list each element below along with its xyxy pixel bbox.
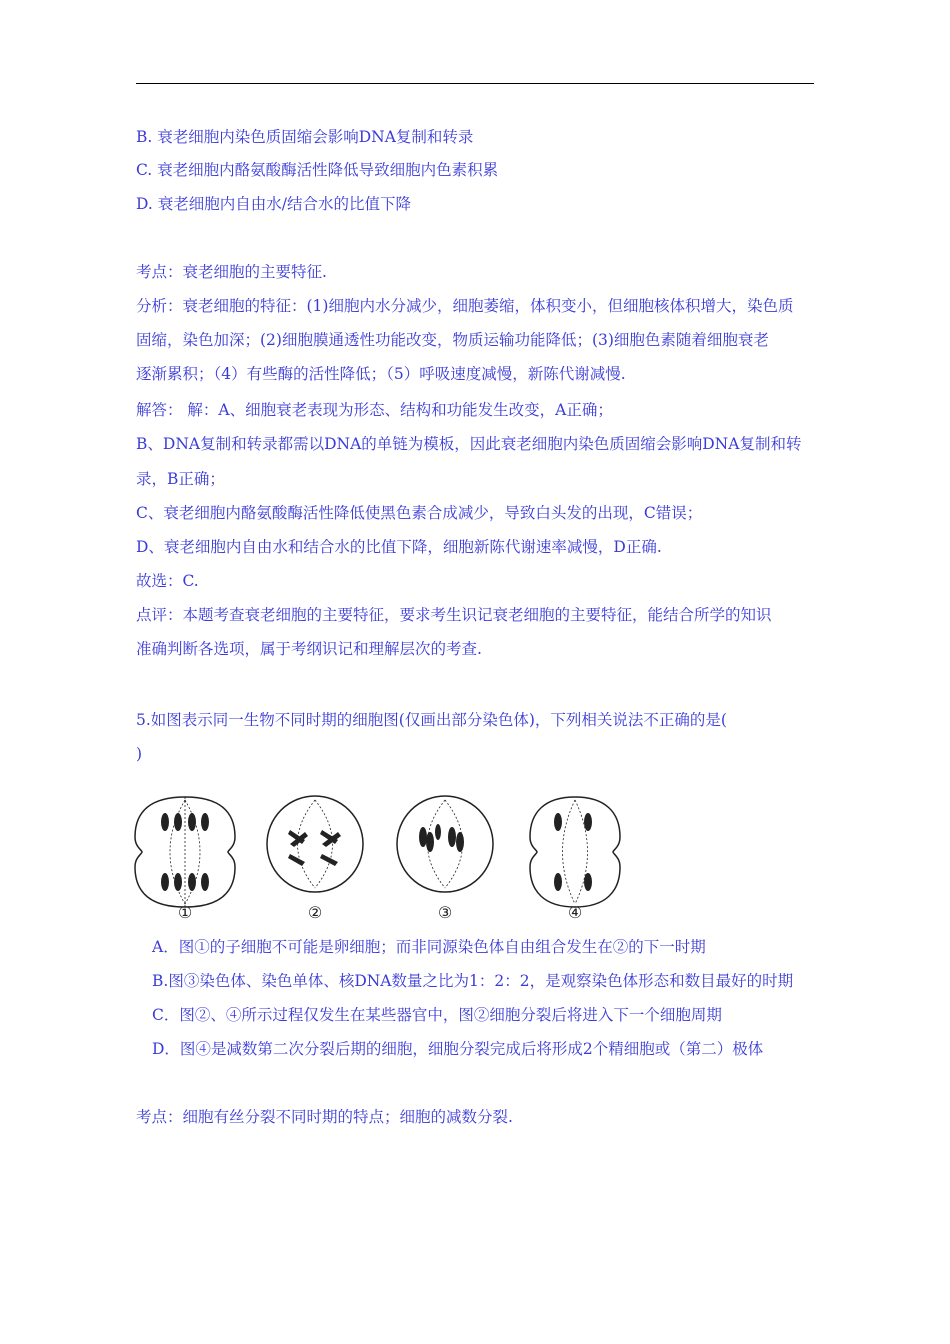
q4-dianping-line-1: 点评：本题考查衰老细胞的主要特征，要求考生识记衰老细胞的主要特征，能结合所学的知识 [136,606,772,624]
q4-kaodian: 考点：衰老细胞的主要特征. [136,263,327,281]
q4-dianping-line-2: 准确判断各选项，属于考纲识记和理解层次的考查. [136,640,482,658]
cell-division-figure [130,782,630,922]
cell-2-diagram [267,796,363,892]
q5-option-a: A．图①的子细胞不可能是卵细胞；而非同源染色体自由组合发生在②的下一时期 [152,938,706,956]
q4-fenxi-line-1: 分析：衰老细胞的特征：(1)细胞内水分减少，细胞萎缩，体积变小，但细胞核体积增大，染色质 [136,297,794,315]
q4-jieda-line-2: B、DNA复制和转录都需以DNA的单链为模板，因此衰老细胞内染色质固缩会影响DNA复制和转 [136,435,802,453]
q4-fenxi-line-2: 固缩，染色加深；(2)细胞膜通透性功能改变，物质运输功能降低；(3)细胞色素随着细胞衰老 [136,331,769,349]
q4-jieda-line-5: D、衰老细胞内自由水和结合水的比值下降，细胞新陈代谢速率减慢，D正确. [136,538,662,556]
cell-1-diagram [135,797,235,907]
cell-3-label: ③ [437,903,453,922]
header-rule [136,83,814,84]
cell-1-label: ① [177,903,193,922]
q4-answer: 故选：C. [136,572,199,590]
cell-2-label: ② [307,903,323,922]
cell-3-diagram [397,796,493,892]
q4-fenxi-line-3: 逐渐累积；（4）有些酶的活性降低；（5）呼吸速度减慢，新陈代谢减慢. [136,365,626,383]
q4-option-b: B. 衰老细胞内染色质固缩会影响DNA复制和转录 [136,128,474,146]
q4-jieda-line-3: 录，B正确； [136,470,225,488]
q5-stem-line-1: 5.如图表示同一生物不同时期的细胞图(仅画出部分染色体)，下列相关说法不正确的是( [136,711,727,729]
q5-stem-line-2: ) [136,745,143,763]
cell-4-diagram [530,797,620,907]
q5-option-d: D．图④是减数第二次分裂后期的细胞，细胞分裂完成后将形成2个精细胞或（第二）极体 [152,1040,764,1058]
q4-option-d: D. 衰老细胞内自由水/结合水的比值下降 [136,195,411,213]
q5-option-c: C．图②、④所示过程仅发生在某些器官中，图②细胞分裂后将进入下一个细胞周期 [152,1006,722,1024]
q5-kaodian: 考点：细胞有丝分裂不同时期的特点；细胞的减数分裂. [136,1108,513,1126]
cell-4-label: ④ [567,903,583,922]
q4-jieda-line-4: C、衰老细胞内酪氨酸酶活性降低使黑色素合成减少，导致白头发的出现，C错误； [136,504,703,522]
q5-option-b: B.图③染色体、染色单体、核DNA数量之比为1：2：2，是观察染色体形态和数目最好的时期 [152,972,794,990]
q4-jieda-line-1: 解答： 解：A、细胞衰老表现为形态、结构和功能发生改变，A正确； [136,401,613,419]
q4-option-c: C. 衰老细胞内酪氨酸酶活性降低导致细胞内色素积累 [136,161,499,179]
